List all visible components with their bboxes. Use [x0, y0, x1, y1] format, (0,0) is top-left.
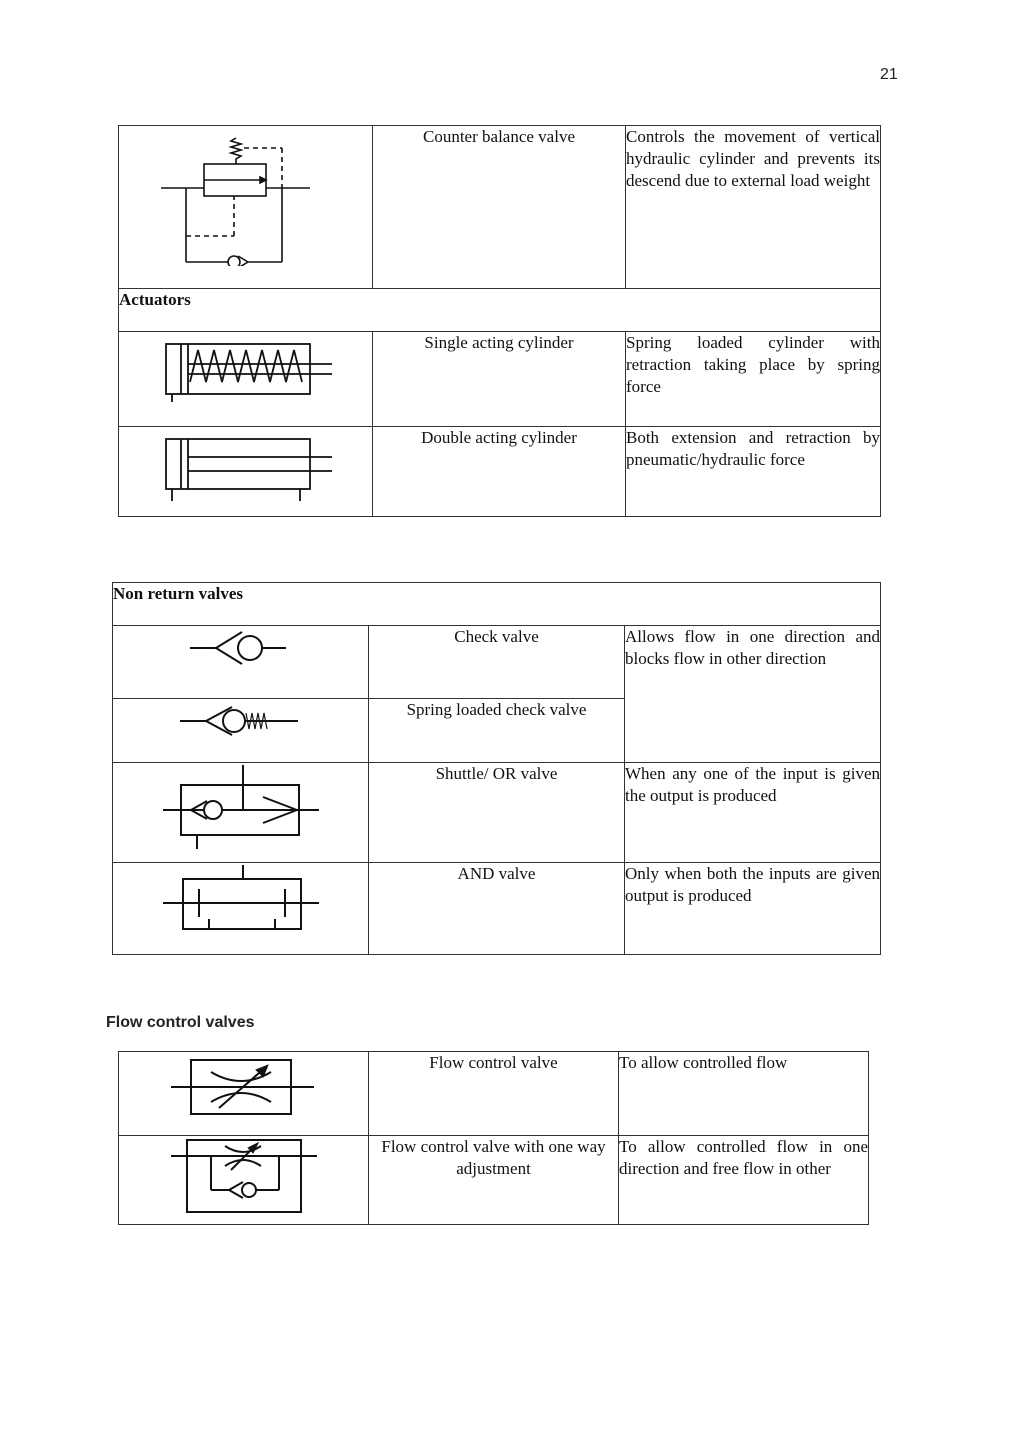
cylinder-name: Double acting cylinder: [373, 427, 626, 517]
valve-name: Spring loaded check valve: [369, 699, 625, 763]
table-row: [113, 626, 881, 699]
table-row: [113, 763, 881, 863]
table-row: [113, 863, 881, 955]
counter-balance-valve-symbol: [156, 126, 336, 266]
symbol-cell: [113, 699, 369, 763]
cylinder-name: Single acting cylinder: [373, 332, 626, 427]
valve-name: Shuttle/ OR valve: [369, 763, 625, 863]
single-acting-cylinder-symbol: [156, 332, 336, 402]
one-way-flow-control-valve-symbol: [169, 1136, 319, 1216]
valve-description: Controls the movement of vertical hydraulic cylinder and prevents its descend due to external load weight: [626, 126, 881, 289]
non-return-valves-table: [112, 582, 881, 955]
spring-loaded-check-valve-symbol: [176, 699, 306, 743]
table-row: [119, 126, 881, 289]
symbol-cell: [119, 427, 373, 517]
flow-control-valves-table: [118, 1051, 869, 1225]
cylinder-description: Spring loaded cylinder with retraction taking place by spring force: [626, 332, 881, 427]
flow-control-heading: Flow control valves: [106, 1014, 255, 1031]
table-row: [119, 332, 881, 427]
section-row: [119, 289, 881, 332]
section-title-non-return: Non return valves: [113, 583, 881, 626]
flow-control-valve-symbol: [169, 1052, 319, 1122]
symbol-cell: [119, 1052, 369, 1136]
shuttle-valve-symbol: [161, 763, 321, 853]
check-valve-symbol: [186, 626, 296, 670]
cylinder-description: Both extension and retraction by pneumatic/hydraulic force: [626, 427, 881, 517]
valve-description: To allow controlled flow: [619, 1052, 869, 1136]
symbol-cell: [119, 1136, 369, 1225]
and-valve-symbol: [161, 863, 321, 943]
double-acting-cylinder-symbol: [156, 427, 336, 503]
symbol-cell: [113, 763, 369, 863]
table-row: [119, 427, 881, 517]
valve-name: Flow control valve: [369, 1052, 619, 1136]
table-row: [119, 1052, 869, 1136]
valve-name: Check valve: [369, 626, 625, 699]
valve-description: To allow controlled flow in one direction and free flow in other: [619, 1136, 869, 1225]
table-row: [119, 1136, 869, 1225]
valve-name: Flow control valve with one way adjustment: [369, 1136, 619, 1225]
valves-actuators-table: [118, 125, 881, 517]
section-row: [113, 583, 881, 626]
symbol-cell: [119, 332, 373, 427]
valve-description: Only when both the inputs are given output is produced: [625, 863, 881, 955]
symbol-cell: [119, 126, 373, 289]
section-title-actuators: Actuators: [119, 289, 881, 332]
page-number: 21: [880, 66, 898, 83]
valve-description: When any one of the input is given the output is produced: [625, 763, 881, 863]
valve-name: Counter balance valve: [373, 126, 626, 289]
valve-description: Allows flow in one direction and blocks flow in other direction: [625, 626, 881, 763]
symbol-cell: [113, 626, 369, 699]
symbol-cell: [113, 863, 369, 955]
valve-name: AND valve: [369, 863, 625, 955]
